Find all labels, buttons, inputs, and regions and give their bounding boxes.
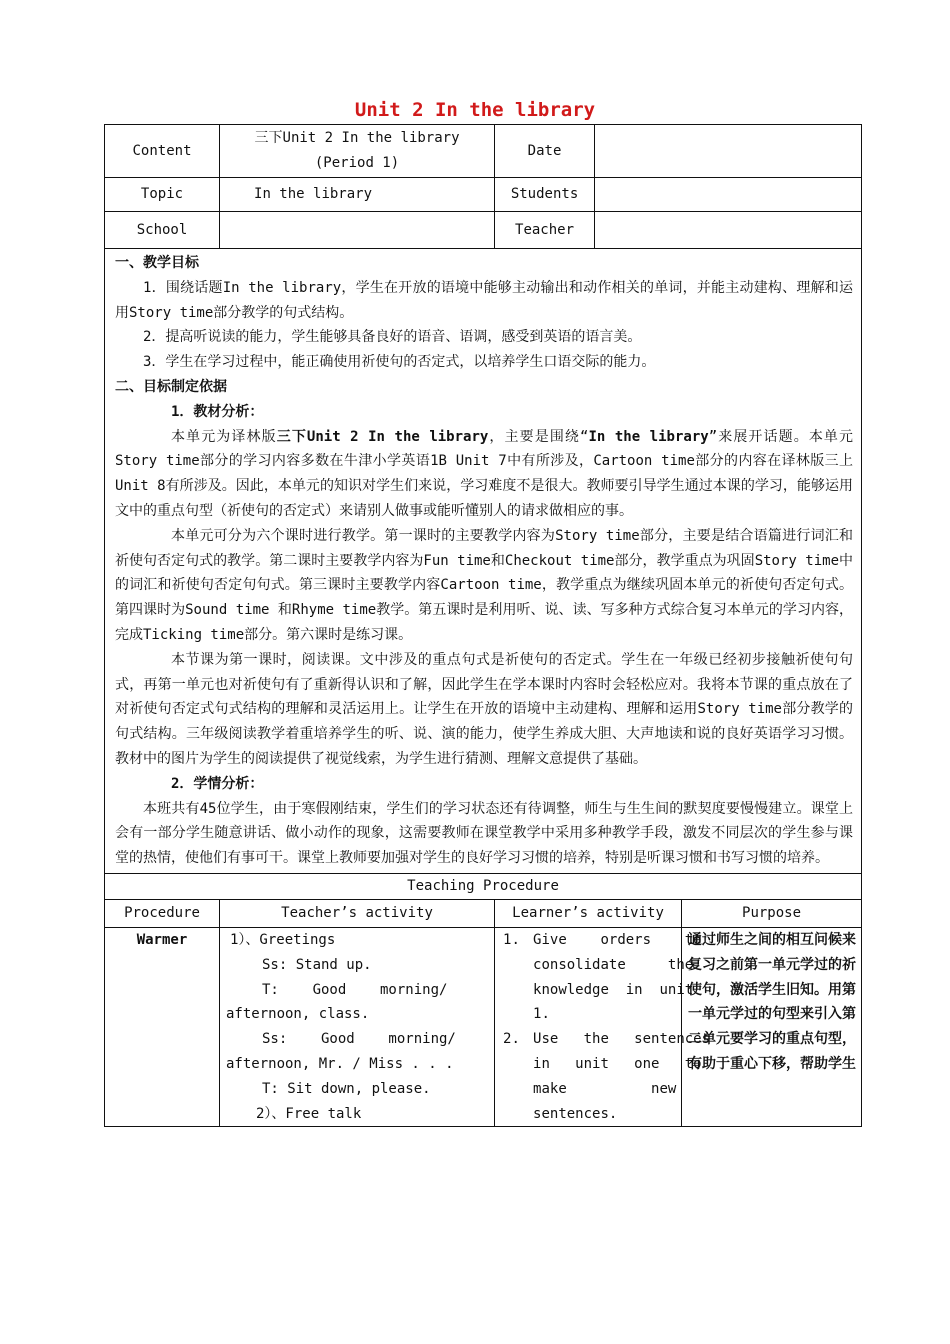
topic-value: In the library [220,178,495,212]
teacher-value [595,212,862,249]
content-label: Content [105,125,220,178]
objective-item: 1．围绕话题In the library，学生在开放的语境中能够主动输出和动作相关的单词，并能主动建构、理解和运用Story time部分教学的句式结构。 [115,279,854,321]
document-title: Unit 2 In the library [354,99,596,121]
teaching-procedure-heading: Teaching Procedure [105,873,862,899]
step-warmer: Warmer [105,927,220,1126]
topic-label: Topic [105,178,220,212]
col-teacher: Teacher’s activity [220,899,495,927]
students-label: Students [495,178,595,212]
learner-activity: 1. Give orders to consolidate the knowledge in unit 1. 2. Use the sentences in unit one to make new sentences. [495,927,682,1126]
lesson-plan-table [104,124,862,1127]
school-value [220,212,495,249]
textbook-analysis-p2: 本单元可分为六个课时进行教学。第一课时的主要教学内容为Story time部分，主要是结合语篇进行词汇和祈使句否定句式的教学。第二课时主要教学内容为Fun time和Checkout time部分，教学重点为巩固Story time中的词汇和祈使句否定句句式。第三课时主要教学内容Cartoon time，教学重点为继续巩固本单元的祈使句否定句式。第四课时为Sound time 和Rhyme time教学。第五课时是利用听、说、读、写多种方式综合复习本单元的学习内容，完成Ticking time部分。第六课时是练习课。 [115,527,854,643]
teacher-label: Teacher [495,212,595,249]
textbook-analysis-heading: 1．教材分析： [171,403,264,420]
student-analysis-p: 本班共有45位学生，由于寒假刚结束，学生们的学习状态还有待调整，师生与生生间的默契度要慢慢建立。课堂上会有一部分学生随意讲话、做小动作的现象，这需要教师在课堂教学中采用多种教学手段，激发不同层次的学生参与课堂的热情，使他们有事可干。课堂上教师要加强对学生的良好学习习惯的培养，特别是听课习惯和书写习惯的培养。 [115,800,854,867]
objectives-heading: 一、教学目标 [115,255,199,271]
col-procedure: Procedure [105,899,220,927]
basis-heading: 二、目标制定依据 [115,378,227,395]
student-analysis-heading: 2．学情分析： [171,775,264,792]
students-value [595,178,862,212]
objective-item: 3．学生在学习过程中，能正确使用祈使句的否定式，以培养学生口语交际的能力。 [143,354,656,371]
school-label: School [105,212,220,249]
textbook-analysis-p1: 本单元为译林版三下Unit 2 In the library，主要是围绕“In the library”来展开话题。本单元Story time部分的学习内容多数在牛津小学英语1B Unit 7中有所涉及，Cartoon time部分的内容在译林版三上 Unit 8有所涉及。因此，本单元的知识对学生们来说，学习难度不是很大。教师要引导学生通过本课的学习，能够运用文中的重点句型（祈使句的否定式）来请别人做事或能听懂别人的请求做相应的事。 [115,428,854,519]
date-label: Date [495,125,595,178]
textbook-analysis-p3: 本节课为第一课时，阅读课。文中涉及的重点句式是祈使句的否定式。学生在一年级已经初步接触祈使句句式，再第一单元也对祈使句有了重新得认识和了解，因此学生在学本课时内容时会轻松应对。我将本节课的重点放在了对祈使句否定式句式结构的理解和灵活运用上。让学生在开放的语境中主动建构、理解和运用Story time部分教学的句式结构。三年级阅读教学着重培养学生的听、说、演的能力，使学生养成大胆、大声地读和说的良好英语学习习惯。教材中的图片为学生的阅读提供了视觉线索，为学生进行猜测、理解文意提供了基础。 [115,651,854,767]
col-learner: Learner’s activity [495,899,682,927]
lesson-body [105,249,862,874]
teacher-activity: 1）、Greetings Ss: Stand up. T: Good morning/ afternoon, class. Ss: Good morning/ afternoon, Mr. / Miss . . . T: Sit down, please. 2）、Free talk [220,927,495,1126]
purpose-text: 通过师生之间的相互问候来复习之前第一单元学过的祈使句，激活学生旧知。用第一单元学过的句型来引入第二单元要学习的重点句型，有助于重心下移，帮助学生 [682,927,862,1126]
content-value: 三下Unit 2 In the library (Period 1) [220,125,495,178]
date-value [595,125,862,178]
objective-item: 2．提高听说读的能力，学生能够具备良好的语音、语调，感受到英语的语言美。 [143,329,642,346]
col-purpose: Purpose [682,899,862,927]
